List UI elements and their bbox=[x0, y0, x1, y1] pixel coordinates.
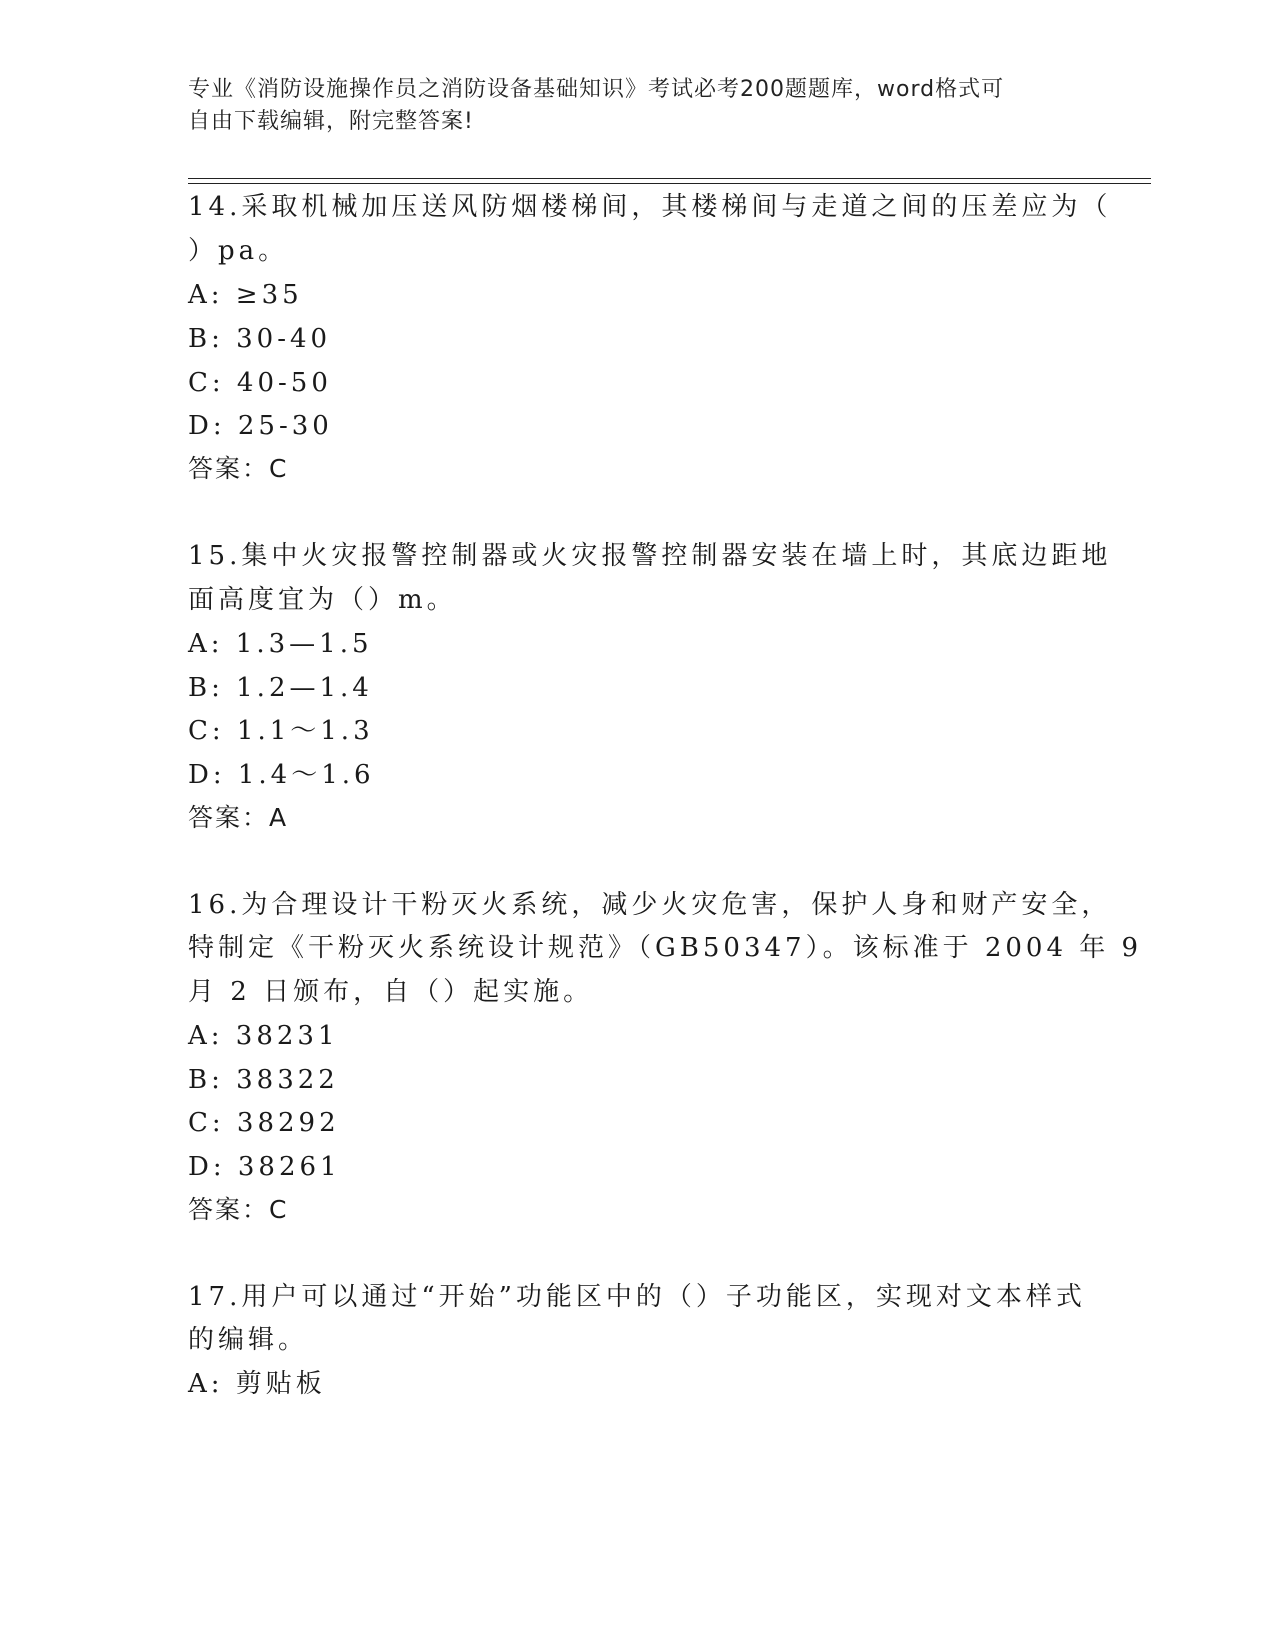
header-line-1: 专业《消防设施操作员之消防设备基础知识》考试必考200题题库，word格式可 bbox=[188, 77, 1005, 102]
option-a: A: ≥35 bbox=[188, 280, 303, 310]
question-stem-line: ）pa。 bbox=[188, 236, 289, 266]
question-stem-line: 16.为合理设计干粉灭火系统，减少火灾危害，保护人身和财产安全， bbox=[188, 890, 1112, 920]
answer-line: 答案：C bbox=[188, 454, 289, 483]
option-c: C: 1.1～1.3 bbox=[188, 716, 374, 746]
option-c: C: 38292 bbox=[188, 1108, 340, 1138]
question-stem-line: 特制定《干粉灭火系统设计规范》（GB50347）。该标准于 2004 年 9 bbox=[188, 933, 1143, 963]
question-stem-line: 17.用户可以通过“开始”功能区中的（）子功能区，实现对文本样式 bbox=[188, 1282, 1086, 1312]
option-a: A: 38231 bbox=[188, 1021, 339, 1051]
option-a: A: 剪贴板 bbox=[188, 1369, 326, 1399]
header-divider-bottom bbox=[188, 183, 1151, 184]
option-b: B: 1.2—1.4 bbox=[188, 673, 373, 703]
header-divider-top bbox=[188, 178, 1151, 179]
question-stem-line: 14.采取机械加压送风防烟楼梯间，其楼梯间与走道之间的压差应为（ bbox=[188, 192, 1112, 222]
option-b: B: 38322 bbox=[188, 1065, 339, 1095]
option-d: D: 1.4～1.6 bbox=[188, 760, 375, 790]
header-line-2: 自由下载编辑，附完整答案! bbox=[188, 109, 474, 134]
answer-line: 答案：A bbox=[188, 803, 289, 832]
option-b: B: 30-40 bbox=[188, 324, 332, 354]
question-stem-line: 面高度宜为（）m。 bbox=[188, 585, 457, 615]
answer-line: 答案：C bbox=[188, 1195, 289, 1224]
option-a: A: 1.3—1.5 bbox=[188, 629, 373, 659]
option-c: C: 40-50 bbox=[188, 368, 332, 398]
option-d: D: 25-30 bbox=[188, 411, 333, 441]
question-stem-line: 月 2 日颁布，自（）起实施。 bbox=[188, 977, 594, 1007]
header-text bbox=[188, 74, 1068, 138]
question-stem-line: 的编辑。 bbox=[188, 1325, 309, 1355]
option-d: D: 38261 bbox=[188, 1152, 341, 1182]
question-stem-line: 15.集中火灾报警控制器或火灾报警控制器安装在墙上时，其底边距地 bbox=[188, 541, 1112, 571]
